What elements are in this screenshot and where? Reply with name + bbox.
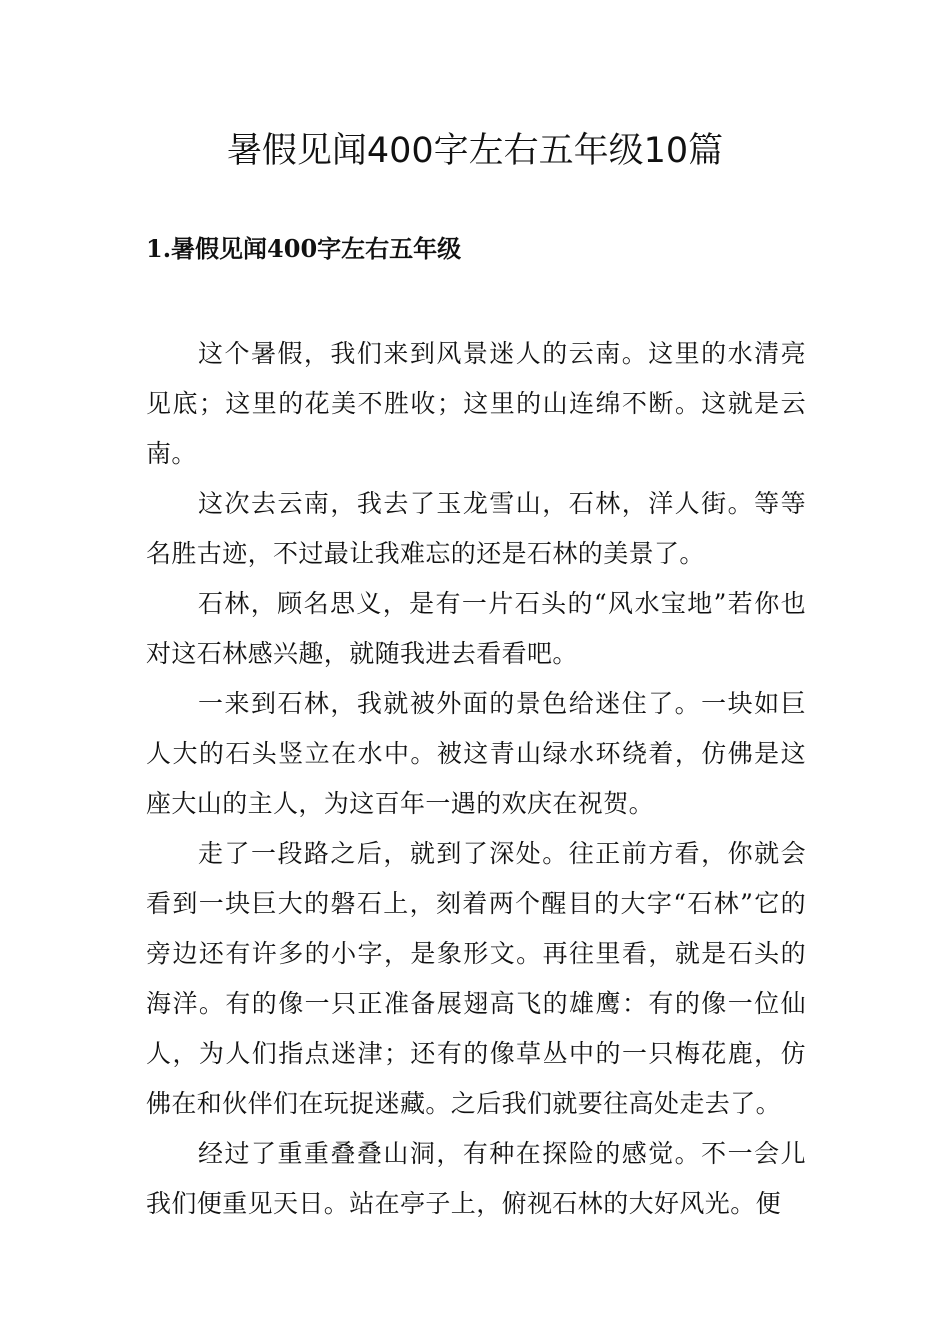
paragraph-4: 一来到石林，我就被外面的景色给迷住了。一块如巨人大的石头竖立在水中。被这青山绿水环绕着，仿佛是这座大山的主人，为这百年一遇的欢庆在祝贺。 [146, 689, 806, 818]
paragraph-1: 这个暑假，我们来到风景迷人的云南。这里的水清亮见底；这里的花美不胜收；这里的山连绵不断。这就是云南。 [146, 339, 806, 468]
paragraph-2: 这次去云南，我去了玉龙雪山，石林，洋人街。等等名胜古迹，不过最让我难忘的还是石林的美景了。 [146, 489, 806, 568]
document-title: 暑假见闻400字左右五年级10篇 [226, 131, 724, 171]
paragraph-5: 走了一段路之后，就到了深处。往正前方看，你就会看到一块巨大的磐石上，刻着两个醒目的大字“石林”它的旁边还有许多的小字，是象形文。再往里看，就是石头的海洋。有的像一只正准备展翅高飞的雄鹰：有的像一位仙人，为人们指点迷津；还有的像草丛中的一只梅花鹿，仿佛在和伙伴们在玩捉迷藏。之后我们就要往高处走去了。 [146, 839, 806, 1118]
paragraph-6: 经过了重重叠叠山洞，有种在探险的感觉。不一会儿我们便重见天日。站在亭子上，俯视石林的大好风光。便 [146, 1139, 806, 1218]
article-body [146, 329, 806, 1229]
section-heading: 1.暑假见闻400字左右五年级 [146, 234, 462, 263]
paragraph-3: 石林，顾名思义，是有一片石头的“风水宝地”若你也对这石林感兴趣，就随我进去看看吧。 [146, 589, 806, 668]
